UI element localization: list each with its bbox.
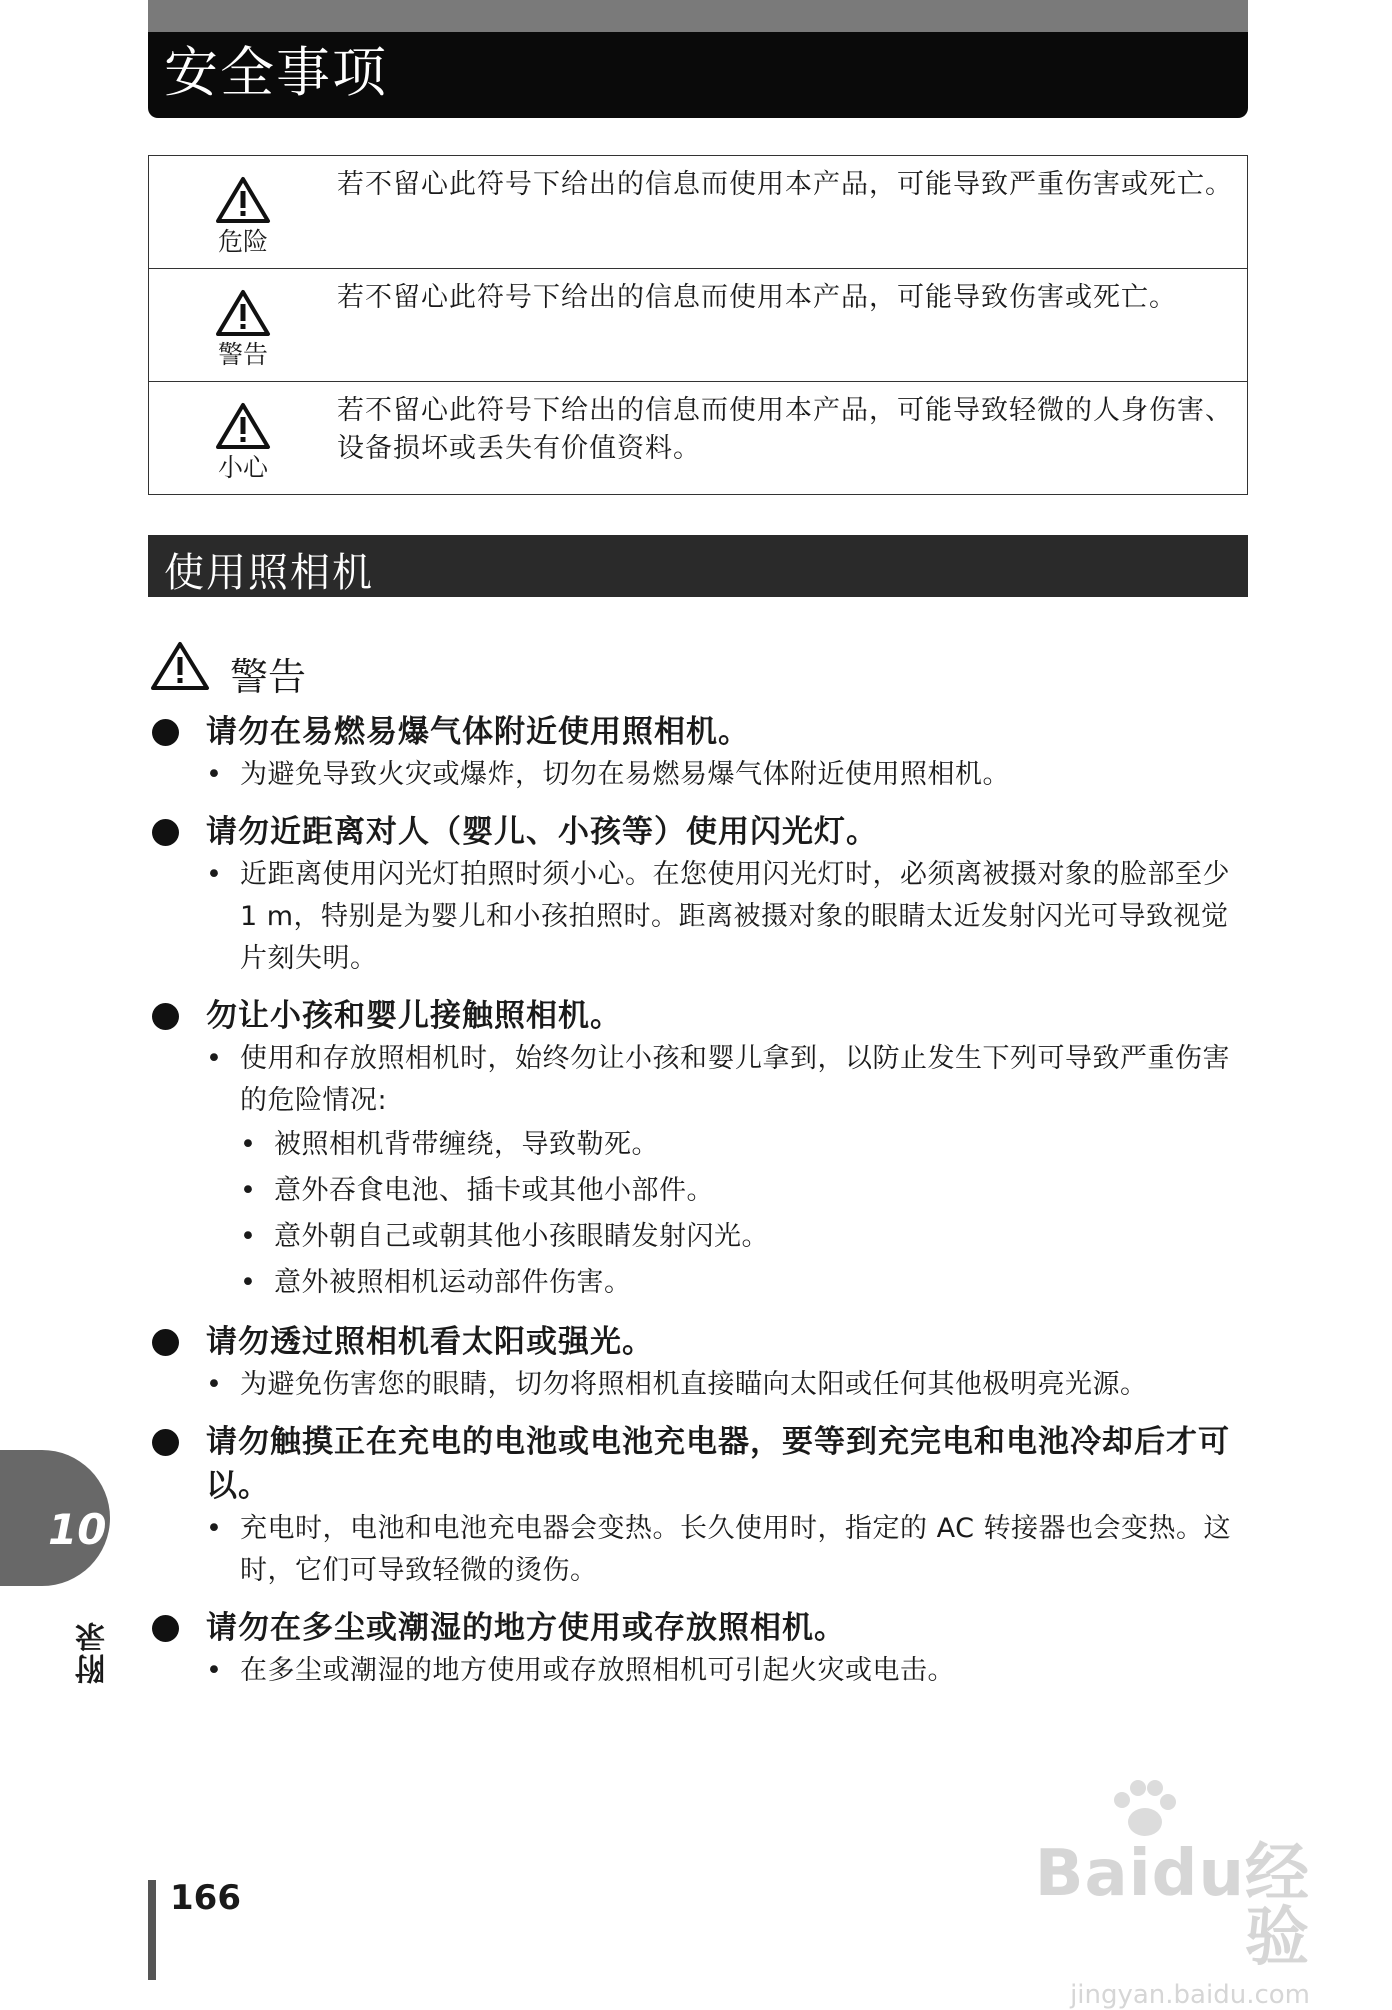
section-title: 使用照相机 — [164, 550, 374, 596]
bullet-icon: • — [240, 1129, 257, 1160]
bullet-dot-icon — [152, 1003, 179, 1030]
symbol-description: 若不留心此符号下给出的信息而使用本产品，可能导致轻微的人身伤害、设备损坏或丢失有价值资料。 — [337, 382, 1248, 495]
bullet-dot-icon — [152, 719, 179, 746]
list-item — [150, 994, 1250, 1306]
watermark — [980, 1780, 1310, 2010]
bullet-icon: • — [206, 1369, 223, 1400]
watermark-url: jingyan.baidu.com — [1070, 1980, 1310, 2010]
bullet-dot-icon — [152, 1615, 179, 1642]
bullet-icon: • — [240, 1175, 257, 1206]
bullet-icon: • — [240, 1221, 257, 1252]
item-bullet: 为避免伤害您的眼睛，切勿将照相机直接瞄向太阳或任何其他极明亮光源。 — [240, 1369, 1148, 1400]
symbol-description: 若不留心此符号下给出的信息而使用本产品，可能导致严重伤害或死亡。 — [337, 156, 1248, 269]
section-header — [148, 535, 1248, 597]
item-bullet: 近距离使用闪光灯拍照时须小心。在您使用闪光灯时，必须离被摄对象的脸部至少 1 m，特别是为婴儿和小孩拍照时。距离被摄对象的眼睛太近发射闪光可导致视觉片刻失明。 — [240, 859, 1230, 974]
symbol-label: 危险 — [217, 227, 268, 256]
symbol-description: 若不留心此符号下给出的信息而使用本产品，可能导致伤害或死亡。 — [337, 269, 1248, 382]
page-number-bar — [148, 1880, 156, 1980]
symbol-legend-table — [148, 155, 1248, 495]
bullet-icon: • — [240, 1267, 257, 1298]
warning-triangle-icon — [215, 288, 271, 338]
list-item — [150, 1606, 1250, 1692]
bullet-icon: • — [206, 1043, 223, 1074]
item-bullet: 在多尘或潮湿的地方使用或存放照相机可引起火灾或电击。 — [240, 1655, 955, 1686]
item-sub-bullet: 意外吞食电池、插卡或其他小部件。 — [274, 1175, 714, 1206]
item-sub-bullet: 意外朝自己或朝其他小孩眼睛发射闪光。 — [274, 1221, 769, 1252]
page-header — [148, 0, 1248, 118]
item-heading: 请勿在多尘或潮湿的地方使用或存放照相机。 — [206, 1610, 846, 1646]
item-heading: 请勿近距离对人（婴儿、小孩等）使用闪光灯。 — [206, 814, 878, 850]
symbol-label: 小心 — [217, 453, 268, 482]
item-heading: 请勿在易燃易爆气体附近使用照相机。 — [206, 714, 750, 750]
warning-heading-label: 警告 — [230, 655, 307, 699]
bullet-icon: • — [206, 859, 223, 890]
item-bullet: 充电时，电池和电池充电器会变热。长久使用时，指定的 AC 转接器也会变热。这时，它们可导致轻微的烫伤。 — [240, 1513, 1232, 1586]
paw-icon — [1108, 1780, 1178, 1840]
list-item — [150, 710, 1250, 796]
bullet-dot-icon — [152, 819, 179, 846]
page-title: 安全事项 — [164, 41, 388, 104]
chapter-label: 附录 — [76, 1620, 111, 1684]
item-heading: 勿让小孩和婴儿接触照相机。 — [206, 998, 622, 1034]
warning-triangle-icon — [215, 401, 271, 451]
item-sub-bullet: 被照相机背带缠绕，导致勒死。 — [274, 1129, 659, 1160]
item-bullet: 为避免导致火灾或爆炸，切勿在易燃易爆气体附近使用照相机。 — [240, 759, 1010, 790]
bullet-icon: • — [206, 1513, 223, 1544]
page-number: 166 — [170, 1878, 241, 1918]
symbol-row-warning — [149, 269, 1248, 382]
bullet-dot-icon — [152, 1429, 179, 1456]
watermark-brand: Baidu经验 — [1034, 1837, 1310, 1975]
item-heading: 请勿透过照相机看太阳或强光。 — [206, 1324, 654, 1360]
header-strip — [148, 0, 1248, 32]
list-item — [150, 1420, 1250, 1592]
item-bullet: 使用和存放照相机时，始终勿让小孩和婴儿拿到，以防止发生下列可导致严重伤害的危险情况: — [240, 1043, 1230, 1116]
bullet-icon: • — [206, 1655, 223, 1686]
item-heading: 请勿触摸正在充电的电池或电池充电器，要等到充完电和电池冷却后才可以。 — [206, 1424, 1230, 1504]
warning-triangle-icon — [215, 175, 271, 225]
warning-list — [150, 710, 1250, 1692]
symbol-row-danger — [149, 156, 1248, 269]
list-item — [150, 810, 1250, 980]
bullet-dot-icon — [152, 1329, 179, 1356]
chapter-number: 10 — [48, 1505, 107, 1554]
bullet-icon: • — [206, 759, 223, 790]
symbol-row-caution — [149, 382, 1248, 495]
warning-triangle-icon — [150, 640, 210, 692]
list-item — [150, 1320, 1250, 1406]
symbol-label: 警告 — [217, 340, 268, 369]
item-sub-bullet: 意外被照相机运动部件伤害。 — [274, 1267, 632, 1298]
